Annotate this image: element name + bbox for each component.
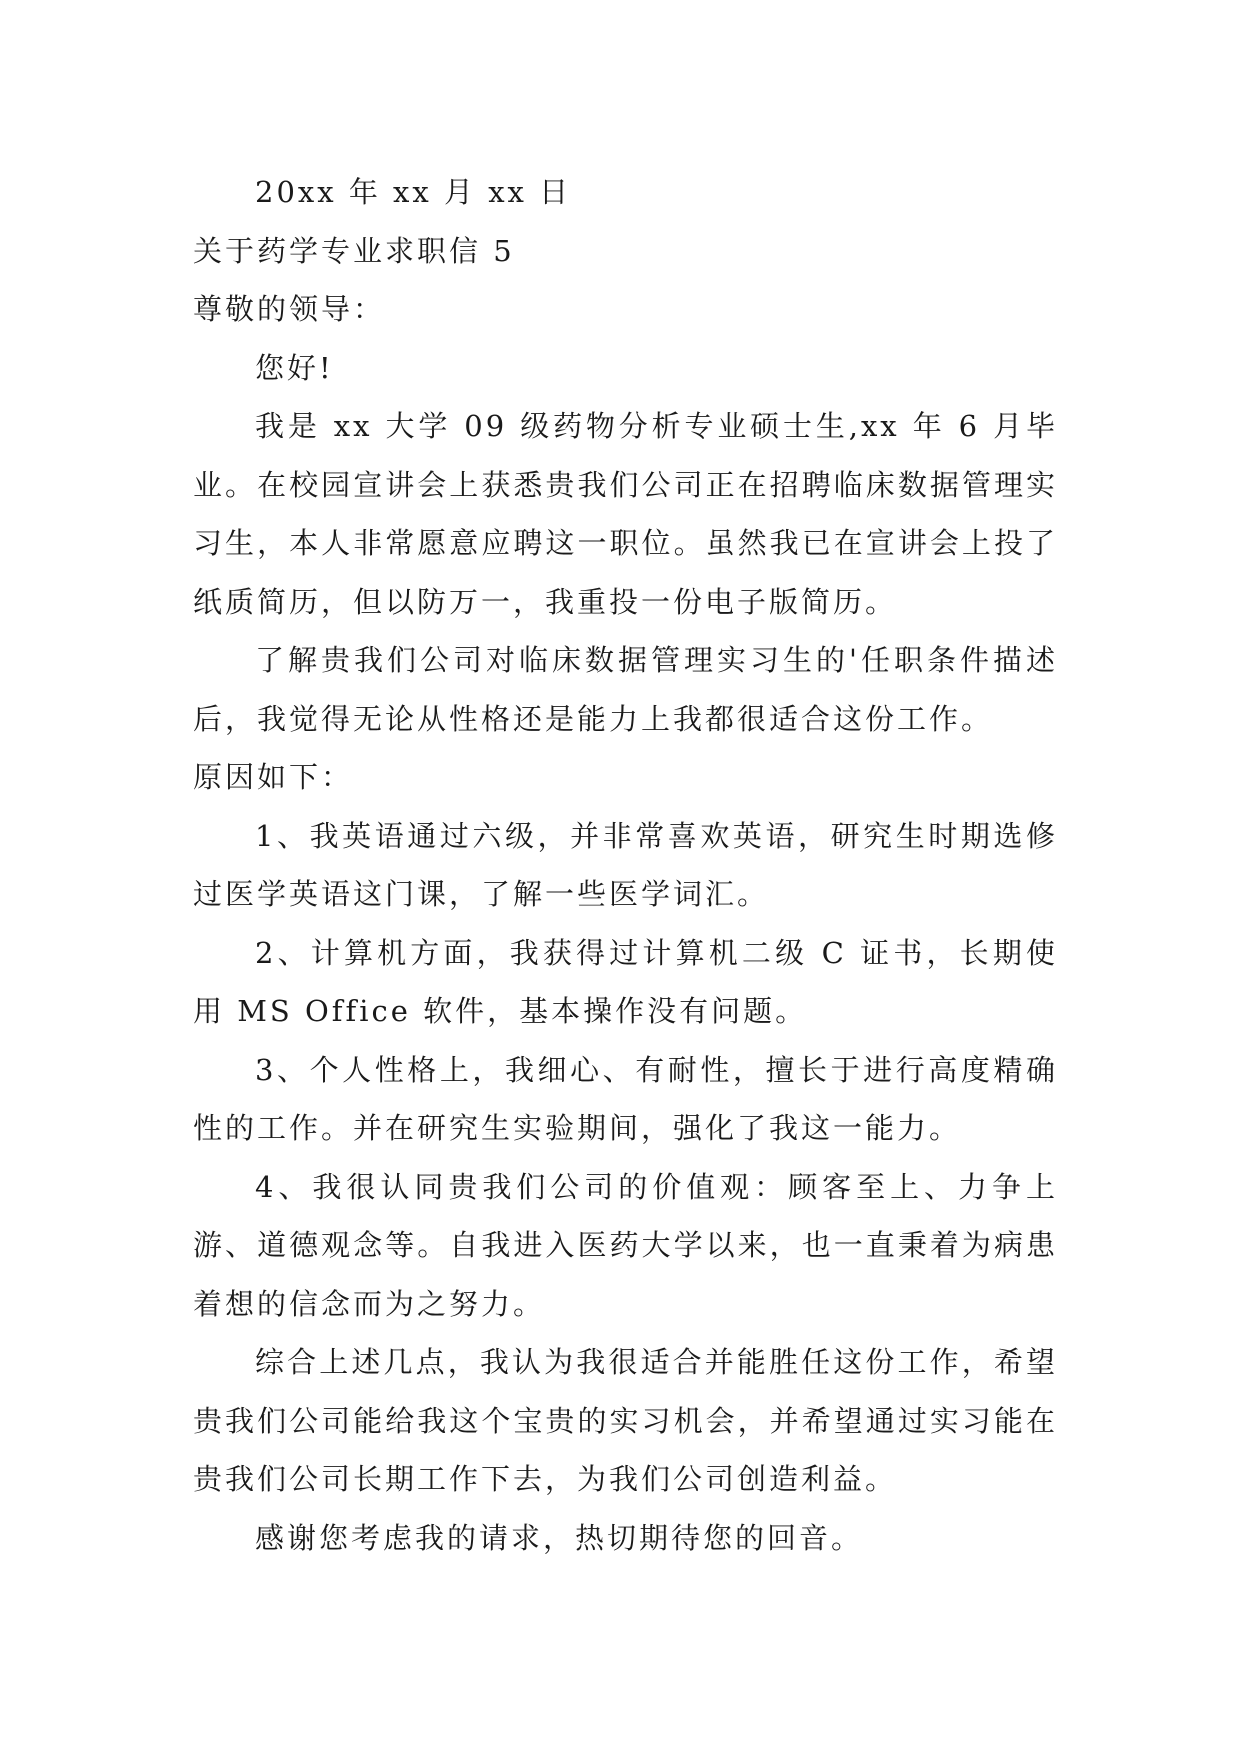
reason-item: 1、我英语通过六级，并非常喜欢英语，研究生时期选修过医学英语这门课，了解一些医学词汇。 <box>193 818 1058 911</box>
paragraph-closing: 感谢您考虑我的请求，热切期待您的回音。 <box>255 1520 864 1555</box>
letter-title: 关于药学专业求职信 5 <box>193 233 515 268</box>
reasons-intro: 原因如下： <box>193 760 354 794</box>
salutation: 尊敬的领导： <box>193 292 386 326</box>
letter-body <box>193 163 1058 1567</box>
paragraph-qualification: 了解贵我们公司对临床数据管理实习生的'任职条件描述后，我觉得无论从性格还是能力上我都很适合这份工作。 <box>193 643 1058 736</box>
greeting: 您好! <box>255 350 334 385</box>
reason-item: 4、我很认同贵我们公司的价值观：顾客至上、力争上游、道德观念等。自我进入医药大学以来，也一直秉着为病患着想的信念而为之努力。 <box>193 1169 1058 1321</box>
reason-item: 2、计算机方面，我获得过计算机二级 C 证书，长期使用 MS Office 软件，基本操作没有问题。 <box>193 935 1058 1028</box>
date-line: 20xx 年 xx 月 xx 日 <box>255 175 572 209</box>
paragraph-conclusion: 综合上述几点，我认为我很适合并能胜任这份工作，希望贵我们公司能给我这个宝贵的实习机会，并希望通过实习能在贵我们公司长期工作下去，为我们公司创造利益。 <box>193 1345 1058 1496</box>
reason-item: 3、个人性格上，我细心、有耐性，擅长于进行高度精确性的工作。并在研究生实验期间，强化了我这一能力。 <box>193 1052 1058 1145</box>
paragraph-introduction: 我是 xx 大学 09 级药物分析专业硕士生,xx 年 6 月毕业。在校园宣讲会上获悉贵我们公司正在招聘临床数据管理实习生，本人非常愿意应聘这一职位。虽然我已在宣讲会上投了纸质简历，但以防万一，我重投一份电子版简历。 <box>193 409 1058 619</box>
